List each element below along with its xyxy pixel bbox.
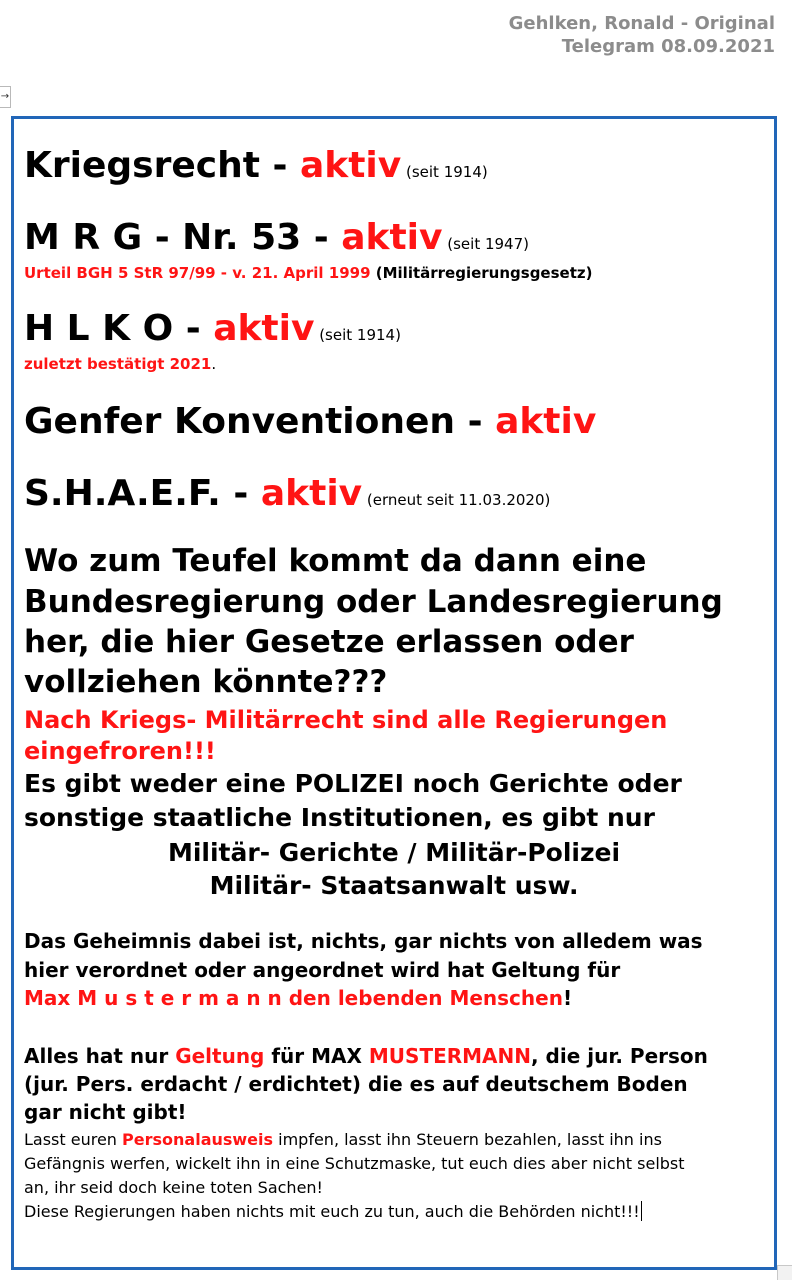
line-hlko-sub: zuletzt bestätigt 2021. (24, 355, 217, 373)
header-source: Telegram 08.09.2021 (561, 36, 775, 57)
alles-line-1: Alles hat nur Geltung für MAX MUSTERMANN, die jur. Person (24, 1044, 708, 1068)
secret-line-2: hier verordnet oder angeordnet wird hat Geltung für (24, 958, 621, 982)
living-person-name: Max M u s t e r m a n n (24, 986, 282, 1010)
question-line-4: vollziehen könnte??? (24, 664, 388, 700)
line-kriegsrecht: Kriegsrecht - aktiv (seit 1914) (24, 145, 488, 186)
small-line-4: Diese Regierungen haben nichts mit euch zu tun, auch die Behörden nicht!!! (24, 1202, 640, 1221)
header-author: Gehlken, Ronald - Original (508, 13, 775, 34)
centered-line-1: Militär- Gerichte / Militär-Polizei (167, 838, 621, 867)
small-line-3: an, ihr seid doch keine toten Sachen! (24, 1178, 323, 1197)
line-mrg: M R G - Nr. 53 - aktiv (seit 1947) (24, 217, 529, 258)
question-line-2: Bundesregierung oder Landesregierung (24, 584, 723, 620)
small-line-1: Lasst euren Personalausweis impfen, lasst ihn Steuern bezahlen, lasst ihn ins (24, 1130, 662, 1149)
resize-corner[interactable] (777, 1265, 792, 1280)
line-shaef: S.H.A.E.F. - aktiv (erneut seit 11.03.2020) (24, 473, 551, 514)
text-cursor (641, 1201, 642, 1221)
line-mrg-sub: Urteil BGH 5 StR 97/99 - v. 21. April 1999 (Militärregierungsgesetz) (24, 264, 593, 282)
secret-line-1: Das Geheimnis dabei ist, nichts, gar nichts von alledem was (24, 929, 703, 953)
max-mustermann-line: Max M u s t e r m a n n den lebenden Menschen! (24, 986, 573, 1010)
small-line-2: Gefängnis werfen, wickelt ihn in eine Schutzmaske, tut euch dies aber nicht selbst (24, 1154, 685, 1173)
alles-line-3: gar nicht gibt! (24, 1100, 187, 1124)
alles-line-2: (jur. Pers. erdacht / erdichtet) die es auf deutschem Boden (24, 1072, 688, 1096)
red-statement-line-1: Nach Kriegs- Militärrecht sind alle Regierungen (24, 706, 668, 734)
body-line-2: sonstige staatliche Institutionen, es gibt nur (24, 803, 655, 832)
red-statement-line-2: eingefroren!!! (24, 737, 216, 765)
line-hlko: H L K O - aktiv (seit 1914) (24, 308, 401, 349)
question-line-3: her, die hier Gesetze erlassen oder (24, 624, 634, 660)
anchor-arrow-icon[interactable]: → (0, 86, 11, 108)
centered-line-2: Militär- Staatsanwalt usw. (209, 871, 579, 900)
body-line-1: Es gibt weder eine POLIZEI noch Gerichte oder (24, 769, 682, 798)
line-genfer: Genfer Konventionen - aktiv (24, 401, 597, 442)
question-line-1: Wo zum Teufel kommt da dann eine (24, 543, 647, 579)
